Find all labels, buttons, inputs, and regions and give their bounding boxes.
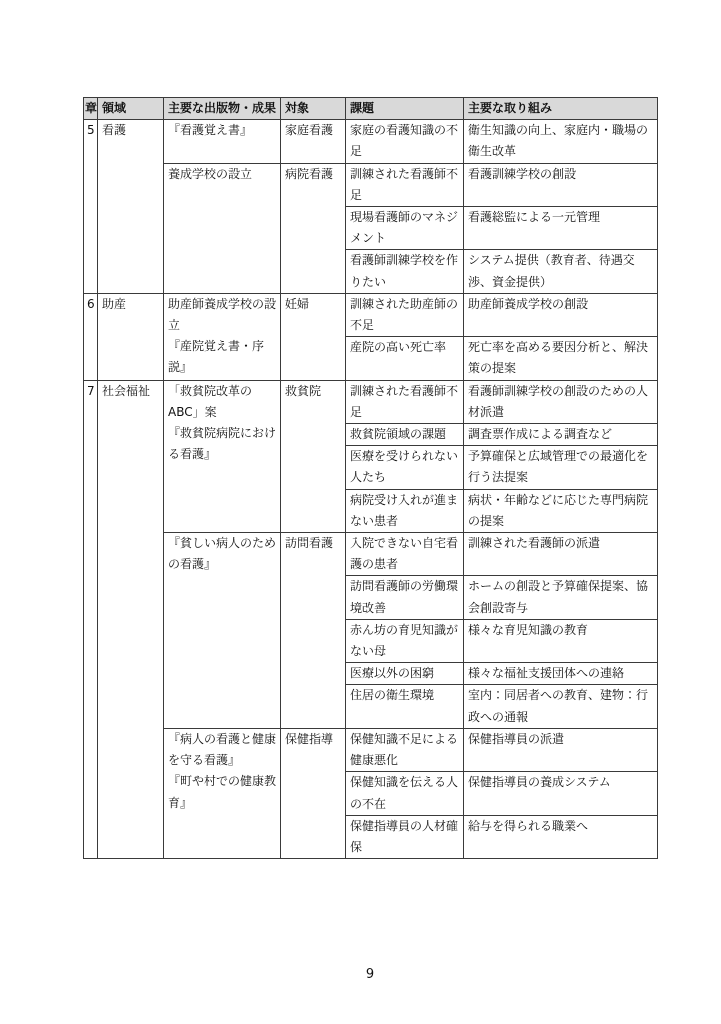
action-cell: 死亡率を高める要因分析と、解決策の提案 bbox=[464, 337, 658, 380]
issue-cell: 医療を受けられない人たち bbox=[346, 446, 464, 489]
publication-cell bbox=[164, 533, 281, 729]
publication-cell bbox=[164, 163, 281, 293]
publication-title: 『病人の看護と健康を守る看護』 bbox=[168, 731, 277, 768]
action-cell: 病状・年齢などに応じた専門病院の提案 bbox=[464, 489, 658, 532]
chapter-number: 6 bbox=[84, 293, 98, 380]
header-chapter: 章 bbox=[84, 98, 98, 120]
page-number: 9 bbox=[365, 967, 375, 982]
table-row bbox=[84, 163, 658, 206]
publication-title: 「救貧院改革のABC」案 bbox=[168, 383, 253, 419]
target-cell: 保健指導 bbox=[281, 728, 346, 858]
table-row bbox=[84, 380, 658, 423]
publication-title: 養成学校の設立 bbox=[168, 166, 253, 181]
issue-cell: 訪問看護師の労働環境改善 bbox=[346, 576, 464, 619]
chapter-number: 5 bbox=[84, 120, 98, 294]
summary-table bbox=[83, 97, 658, 859]
issue-cell: 産院の高い死亡率 bbox=[346, 337, 464, 380]
publication-cell bbox=[164, 293, 281, 380]
table-row bbox=[84, 293, 658, 336]
domain-cell: 社会福祉 bbox=[98, 380, 164, 858]
target-cell: 訪問看護 bbox=[281, 533, 346, 729]
action-cell: 助産師養成学校の創設 bbox=[464, 293, 658, 336]
issue-cell: 住居の衛生環境 bbox=[346, 685, 464, 728]
action-cell: 看護総監による一元管理 bbox=[464, 207, 658, 250]
action-cell: ホームの創設と予算確保提案、協会創設寄与 bbox=[464, 576, 658, 619]
table-header-row bbox=[84, 98, 658, 120]
publication-title: 『産院覚え書・序説』 bbox=[168, 339, 265, 375]
chapter-number: 7 bbox=[84, 380, 98, 858]
issue-cell: 訓練された看護師不足 bbox=[346, 380, 464, 423]
action-cell: 室内：同居者への教育、建物：行政への通報 bbox=[464, 685, 658, 728]
issue-cell: 赤ん坊の育児知識がない母 bbox=[346, 619, 464, 662]
header-target: 対象 bbox=[281, 98, 346, 120]
header-issue: 課題 bbox=[346, 98, 464, 120]
target-cell: 救貧院 bbox=[281, 380, 346, 532]
issue-cell: 救貧院領域の課題 bbox=[346, 424, 464, 446]
action-cell: 給与を得られる職業へ bbox=[464, 815, 658, 858]
target-cell: 妊婦 bbox=[281, 293, 346, 380]
issue-cell: 訓練された助産師の不足 bbox=[346, 293, 464, 336]
domain-cell: 看護 bbox=[98, 120, 164, 294]
publication-title: 『救貧院病院における看護』 bbox=[168, 426, 277, 462]
action-cell: 保健指導員の派遣 bbox=[464, 728, 658, 771]
target-cell: 病院看護 bbox=[281, 163, 346, 293]
issue-cell: 看護師訓練学校を作りたい bbox=[346, 250, 464, 293]
action-cell: 調査票作成による調査など bbox=[464, 424, 658, 446]
action-cell: システム提供（教育者、待遇交渉、資金提供） bbox=[464, 250, 658, 293]
issue-cell: 家庭の看護知識の不足 bbox=[346, 120, 464, 163]
publication-title: 『看護覚え書』 bbox=[168, 123, 253, 138]
action-cell: 保健指導員の養成システム bbox=[464, 772, 658, 815]
table-row bbox=[84, 533, 658, 576]
issue-cell: 保健指導員の人材確保 bbox=[346, 815, 464, 858]
domain-cell: 助産 bbox=[98, 293, 164, 380]
publication-cell bbox=[164, 728, 281, 858]
publication-cell bbox=[164, 380, 281, 532]
action-cell: 予算確保と広域管理での最適化を行う法提案 bbox=[464, 446, 658, 489]
publication-title: 『貧しい病人のための看護』 bbox=[168, 536, 277, 572]
target-cell: 家庭看護 bbox=[281, 120, 346, 163]
issue-cell: 保健知識不足による健康悪化 bbox=[346, 728, 464, 771]
table-row bbox=[84, 728, 658, 771]
header-action: 主要な取り組み bbox=[464, 98, 658, 120]
issue-cell: 保健知識を伝える人の不在 bbox=[346, 772, 464, 815]
issue-cell: 入院できない自宅看護の患者 bbox=[346, 533, 464, 576]
action-cell: 様々な育児知識の教育 bbox=[464, 619, 658, 662]
action-cell: 看護師訓練学校の創設のための人材派遣 bbox=[464, 380, 658, 423]
action-cell: 看護訓練学校の創設 bbox=[464, 163, 658, 206]
publication-title: 助産師養成学校の設立 bbox=[168, 296, 277, 333]
action-cell: 様々な福祉支援団体への連絡 bbox=[464, 663, 658, 685]
issue-cell: 現場看護師のマネジメント bbox=[346, 207, 464, 250]
action-cell: 訓練された看護師の派遣 bbox=[464, 533, 658, 576]
action-cell: 衛生知識の向上、家庭内・職場の衛生改革 bbox=[464, 120, 658, 163]
issue-cell: 病院受け入れが進まない患者 bbox=[346, 489, 464, 532]
issue-cell: 医療以外の困窮 bbox=[346, 663, 464, 685]
publication-title: 『町や村での健康教育』 bbox=[168, 774, 277, 810]
publication-cell bbox=[164, 120, 281, 163]
issue-cell: 訓練された看護師不足 bbox=[346, 163, 464, 206]
table-row bbox=[84, 120, 658, 163]
header-domain: 領域 bbox=[98, 98, 164, 120]
header-publication: 主要な出版物・成果 bbox=[164, 98, 281, 120]
